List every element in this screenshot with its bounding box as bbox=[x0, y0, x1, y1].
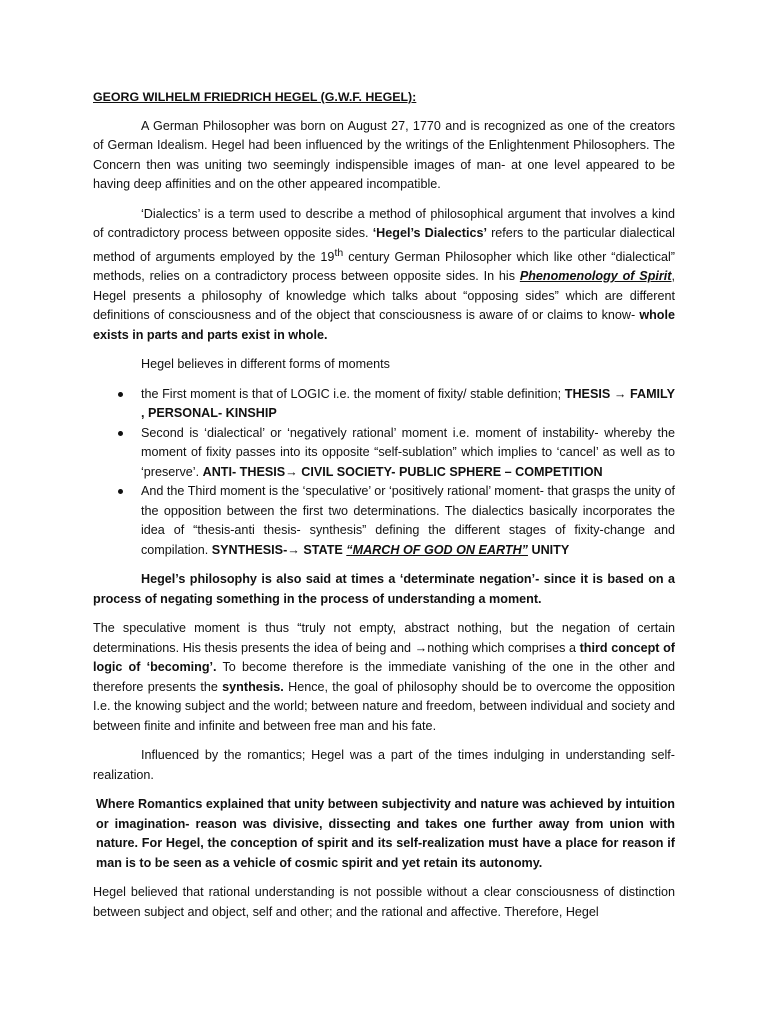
march-of-god-phrase: “MARCH OF GOD ON EARTH” bbox=[346, 542, 528, 557]
paragraph-speculative-moment bbox=[93, 619, 675, 736]
phenomenology-title: Phenomenology of Spirit bbox=[519, 269, 672, 284]
state-label: STATE bbox=[299, 542, 347, 557]
third-moment-text: And the Third moment is the ‘speculative’ or ‘positively rational’ moment- that grasps the unity of the opposition between the first two determinations. The dialectics basically incorporates the idea of “thesis-anti thesis- synthesis” defining the different stages of fixity-change and compilation. bbox=[141, 484, 675, 557]
speculative-text-f: Hence, the goal of philosophy should be to overcome the opposition I.e. the knowing subject and the world; between nature and freedom, between individual and society and between finite and infinite and between free man and his fate. bbox=[93, 679, 676, 733]
antithesis-label: ANTI- THESIS bbox=[202, 464, 286, 479]
dialectics-text-c: refers to the particular dialectical method of arguments employed by the 19 bbox=[93, 226, 675, 264]
family-kinship-label: FAMILY , PERSONAL- KINSHIP bbox=[141, 386, 675, 421]
speculative-text-d: To become therefore is the immediate vanishing of the one in the other and therefore presents the bbox=[93, 660, 675, 694]
right-arrow-icon: → bbox=[287, 542, 300, 557]
paragraph-dialectics bbox=[93, 205, 675, 346]
ordinal-superscript: th bbox=[334, 246, 344, 259]
right-arrow-icon: → bbox=[613, 386, 627, 401]
unity-label: UNITY bbox=[527, 542, 570, 557]
paragraph-determinate-negation: Hegel’s philosophy is also said at times a ‘determinate negation’- since it is based on a process of negating something in the process of understanding a moment. bbox=[93, 572, 675, 606]
paragraph-intro: A German Philosopher was born on August 27, 1770 and is recognized as one of the creators of German Idealism. Hegel had been influenced by the writings of the Enlightenment Philosophers. The Concern then was uniting two seemingly indispensible images of man- at one level appeared to be having deep affinities and on the other appeared incompatible. bbox=[93, 118, 675, 191]
paragraph-rational-understanding: Hegel believed that rational understanding is not possible without a clear consciousness of distinction between subject and object, self and other; and the rational and affective. Therefore, Hegel bbox=[93, 885, 675, 919]
moments-list bbox=[93, 385, 675, 561]
dialectics-text-d: century German Philosopher which like other “dialectical” methods, relies on a contradictory process between opposite sides. In his bbox=[93, 249, 675, 284]
dialectics-text-a: ‘Dialectics’ is a term used to describe a method of philosophical argument that involves a kind of contradictory process between opposite sides. bbox=[93, 206, 675, 240]
speculative-text-b: nothing which comprises a bbox=[427, 640, 580, 655]
right-arrow-icon: → bbox=[414, 640, 428, 655]
speculative-text-a: The speculative moment is thus “truly not empty, abstract nothing, but the negation of certain determinations. His thesis presents the idea of being and bbox=[93, 621, 675, 655]
thesis-label: THESIS bbox=[564, 386, 614, 401]
synthesis-term: synthesis. bbox=[222, 679, 284, 694]
list-item-first-moment bbox=[93, 385, 675, 424]
civil-society-label: CIVIL SOCIETY- PUBLIC SPHERE – COMPETITION bbox=[297, 464, 603, 479]
second-moment-text: Second is ‘dialectical’ or ‘negatively rational’ moment i.e. moment of instability- whereby the moment of fixity passes into its opposite “self-sublation” which implies to ‘cancel’ as well as to ‘preserve’. bbox=[141, 425, 675, 479]
synthesis-label: SYNTHESIS- bbox=[211, 542, 288, 557]
paragraph-romantics-reason: Where Romantics explained that unity between subjectivity and nature was achieved by intuition or imagination- reason was divisive, dissecting and takes one further away from union with nature. For Hegel, the conception of spirit and its self-realization must have a place for reason if man is to be seen as a vehicle of cosmic spirit and yet retain its autonomy. bbox=[96, 797, 675, 870]
paragraph-moments-intro: Hegel believes in different forms of moments bbox=[141, 357, 390, 372]
dialectics-text-f: , Hegel presents a philosophy of knowledge which talks about “opposing sides” which are different definitions of consciousness and of the object that consciousness is aware of or claims to know- bbox=[93, 269, 675, 323]
list-item-second-moment bbox=[93, 424, 675, 483]
becoming-concept: third concept of logic of ‘becoming’. bbox=[93, 640, 675, 675]
first-moment-text: the First moment is that of LOGIC i.e. the moment of fixity/ stable definition; bbox=[141, 386, 565, 401]
paragraph-romantics: Influenced by the romantics; Hegel was a part of the times indulging in understanding self-realization. bbox=[93, 748, 675, 782]
document-title: GEORG WILHELM FRIEDRICH HEGEL (G.W.F. HEGEL): bbox=[93, 90, 417, 104]
right-arrow-icon: → bbox=[285, 464, 298, 479]
list-item-third-moment bbox=[93, 482, 675, 560]
hegels-dialectics-term: ‘Hegel’s Dialectics’ bbox=[372, 226, 487, 240]
whole-parts-statement: whole exists in parts and parts exist in whole. bbox=[93, 308, 675, 342]
